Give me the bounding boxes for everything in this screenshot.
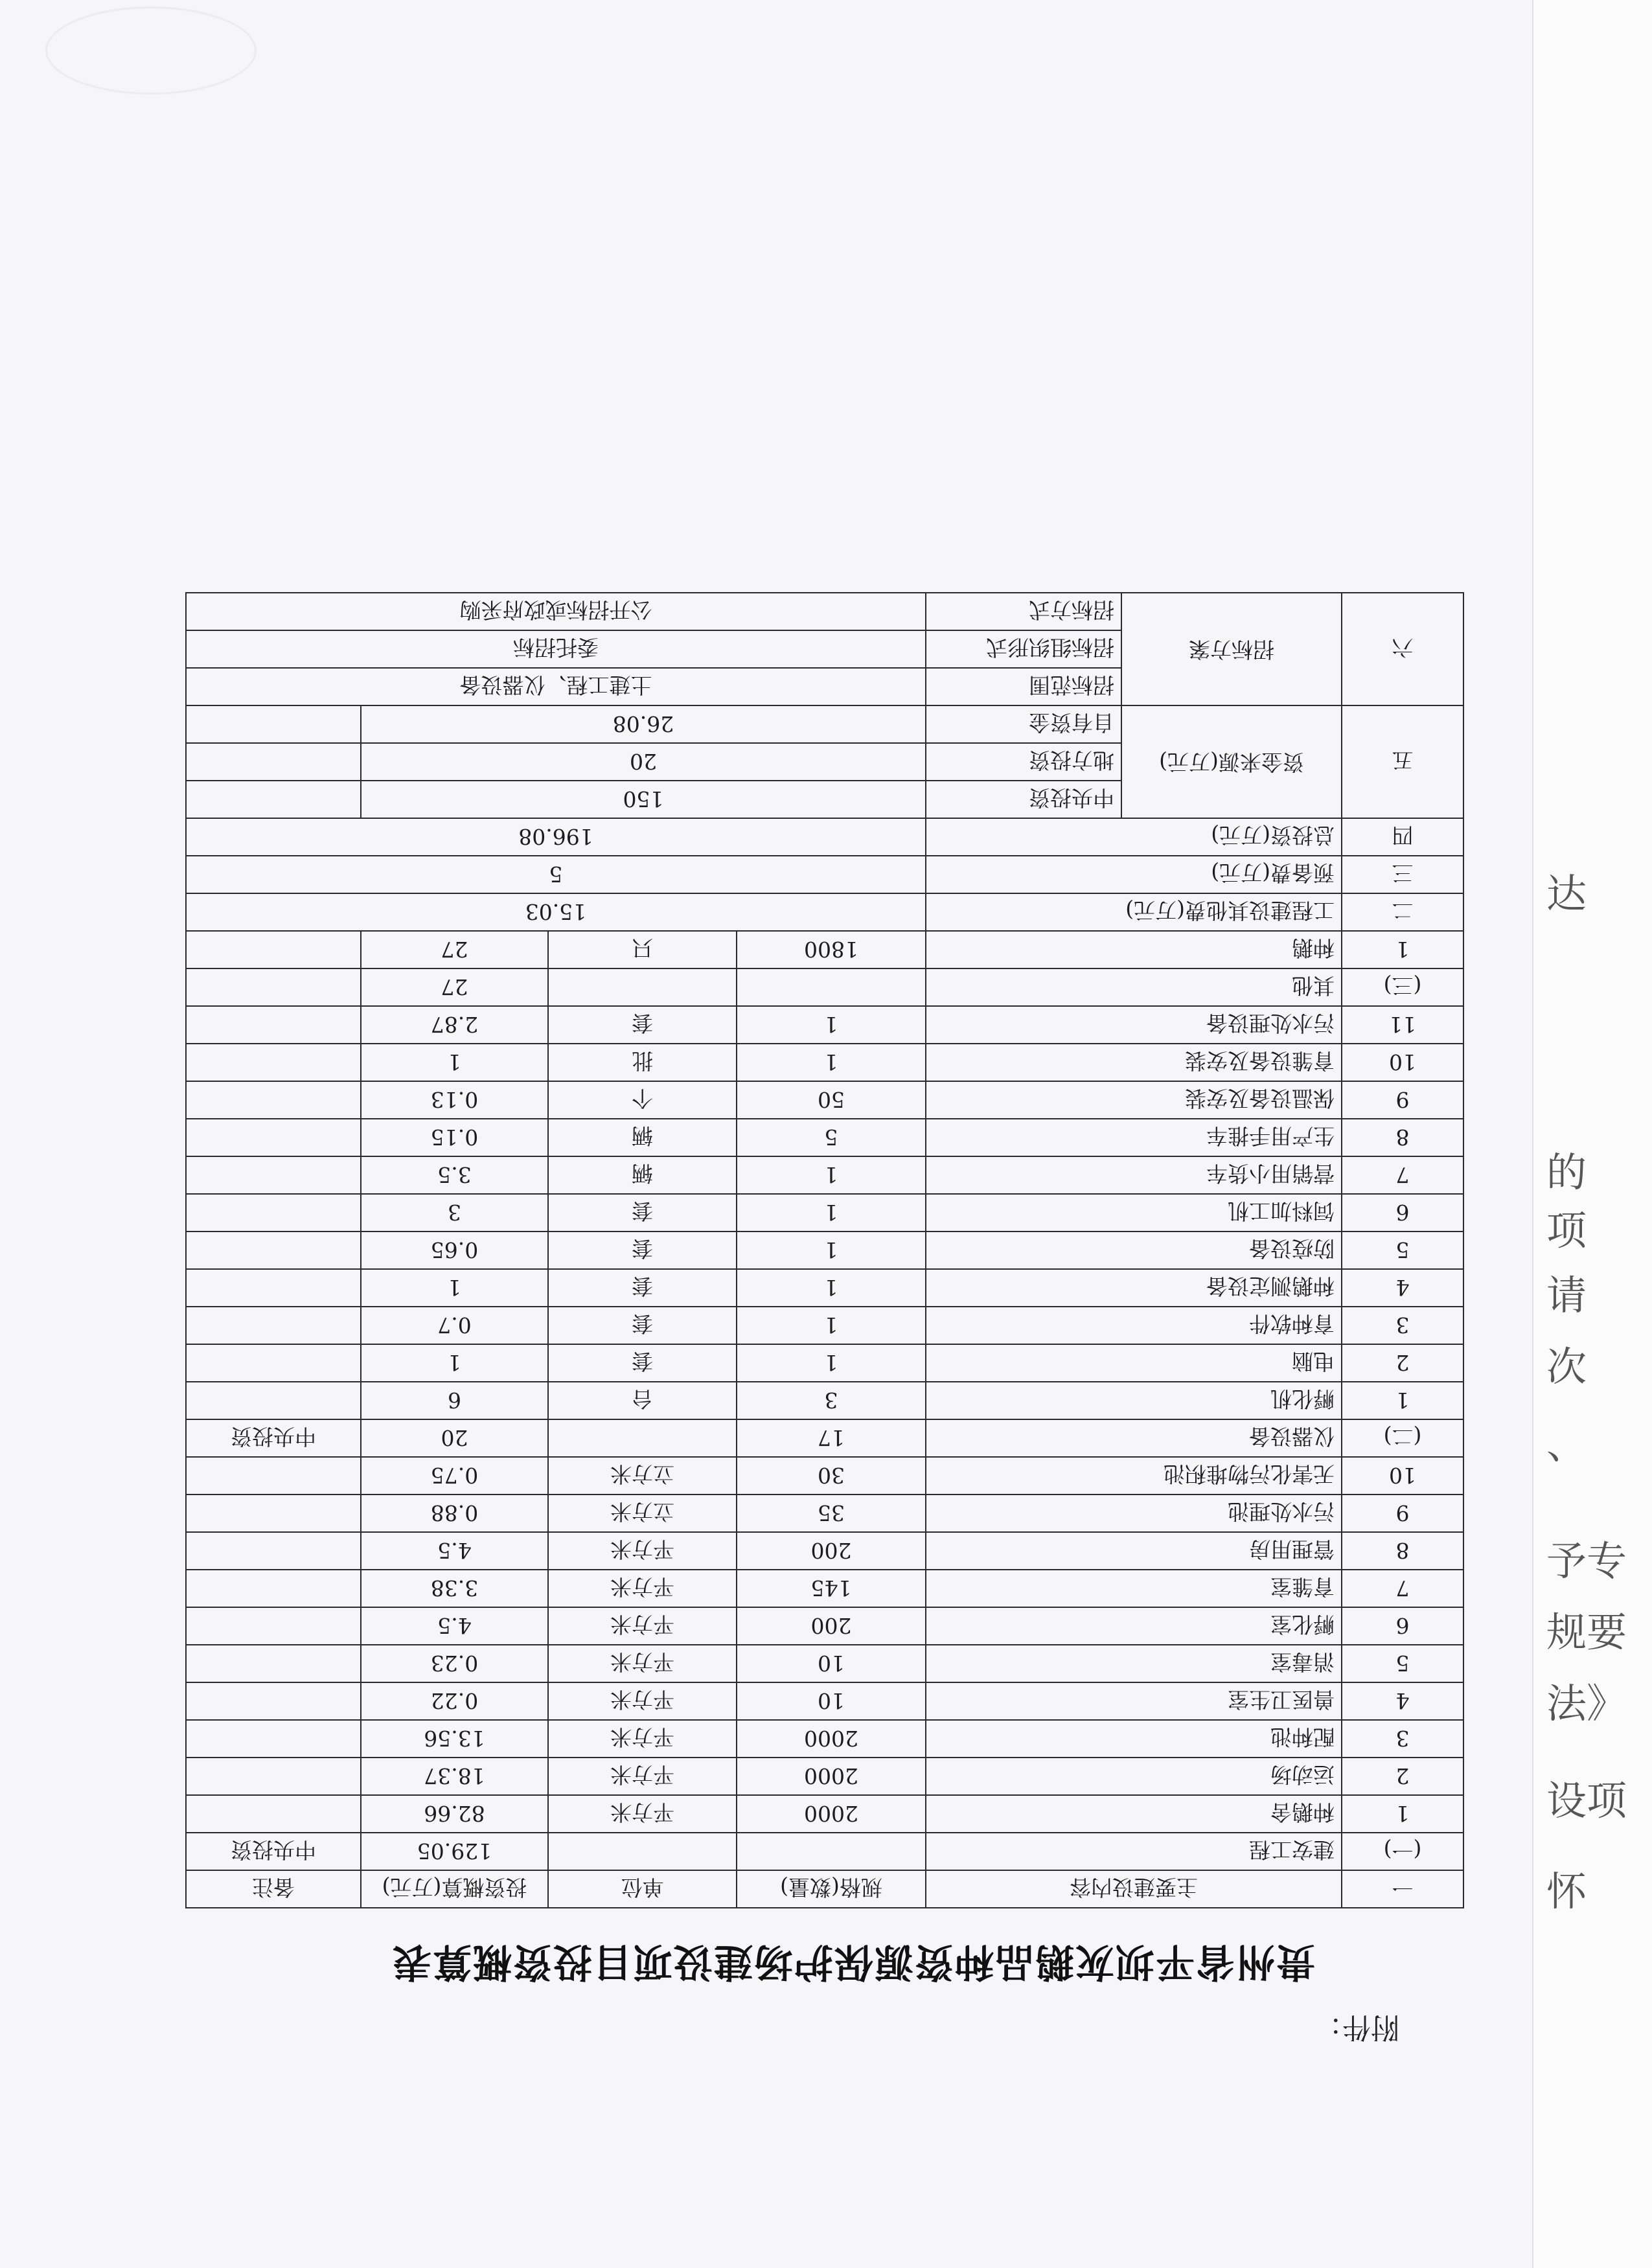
item-spec: 200 [737,1532,926,1570]
item-budget: 0.88 [361,1495,548,1532]
item-no: 5 [1342,1645,1463,1682]
item-note [186,1156,361,1194]
table-row [186,1044,1463,1081]
funding-source-label: 中央投资 [926,781,1121,818]
item-spec: 3 [737,1382,926,1419]
item-budget: 27 [361,931,548,968]
edge-text-fragment: 予专 [1546,1537,1627,1585]
edge-text-fragment: 法》 [1546,1680,1627,1727]
item-unit: 套 [548,1307,737,1344]
item-unit: 只 [548,931,737,968]
item-no: 2 [1342,1758,1463,1795]
table-row [186,1495,1463,1532]
funding-source-label: 地方投资 [926,743,1121,781]
item-note [186,1720,361,1758]
item-budget: 0.22 [361,1682,548,1720]
item-budget: 0.65 [361,1231,548,1269]
item-spec: 1 [737,1269,926,1307]
item-note [186,1044,361,1081]
total-investment-row-value: 196.08 [186,818,926,856]
item-spec: 1 [737,1194,926,1231]
header-unit: 单位 [548,1870,737,1908]
item-no: 1 [1342,1795,1463,1833]
item-unit: 平方米 [548,1720,737,1758]
item-note [186,1081,361,1119]
item-no: 8 [1342,1119,1463,1156]
table-row [186,1119,1463,1156]
other-fee-row-no: 二 [1342,893,1463,931]
item-no: 4 [1342,1269,1463,1307]
edge-text-fragment: 次 [1546,1343,1587,1390]
total-investment-row [186,818,1463,856]
bidding-row [186,668,1463,705]
table-row [186,1269,1463,1307]
item-spec: 2000 [737,1720,926,1758]
section-budget: 20 [361,1419,548,1457]
item-name: 污水处理设备 [926,1006,1342,1044]
item-spec: 1 [737,1344,926,1382]
item-spec: 1 [737,1307,926,1344]
item-spec: 2000 [737,1795,926,1833]
table-row [186,1344,1463,1382]
item-no: 3 [1342,1720,1463,1758]
item-note [186,1495,361,1532]
item-note [186,1645,361,1682]
other-fee-row-value: 15.03 [186,893,926,931]
table-header-row [186,1870,1463,1908]
section-row [186,1833,1463,1870]
item-budget: 2.87 [361,1006,548,1044]
table-row [186,1607,1463,1645]
reserve-row [186,856,1463,893]
edge-text-fragment: 规要 [1546,1609,1627,1656]
funding-note [186,743,361,781]
total-investment-row-label: 总投资(万元) [926,818,1342,856]
item-budget: 0.13 [361,1081,548,1119]
bidding-item-value: 土建工程、仪器设备 [186,668,926,705]
item-name: 电脑 [926,1344,1342,1382]
item-unit: 平方米 [548,1570,737,1607]
funding-note [186,705,361,743]
item-unit: 平方米 [548,1795,737,1833]
section-note: 中央投资 [186,1833,361,1870]
item-spec: 35 [737,1495,926,1532]
header-no: 一 [1342,1870,1463,1908]
reserve-row-label: 预备费(万元) [926,856,1342,893]
page-title: 贵州省平坝灰鹅品种资源保护场建设项目投资概算表 [391,1939,1315,1984]
item-spec: 1800 [737,931,926,968]
item-note [186,1119,361,1156]
section-budget: 27 [361,968,548,1006]
funding-source-value: 150 [361,781,926,818]
bidding-item-value: 委托招标 [186,630,926,668]
item-note [186,1382,361,1419]
bidding-item-label: 招标方式 [926,593,1121,630]
funding-source-value: 20 [361,743,926,781]
item-name: 配种池 [926,1720,1342,1758]
item-budget: 4.5 [361,1607,548,1645]
table-row [186,1720,1463,1758]
item-note [186,1231,361,1269]
table-row [186,1645,1463,1682]
item-name: 运动场 [926,1758,1342,1795]
bidding-item-value: 公开招标或政府采购 [186,593,926,630]
item-note [186,1006,361,1044]
item-name: 种鹅测定设备 [926,1269,1342,1307]
item-name: 孵化室 [926,1607,1342,1645]
item-name: 兽医卫生室 [926,1682,1342,1720]
table-row [186,1231,1463,1269]
item-note [186,1607,361,1645]
table-row [186,1682,1463,1720]
item-note [186,1307,361,1344]
item-budget: 3.5 [361,1156,548,1194]
section-name: 其他 [926,968,1342,1006]
section-budget: 129.05 [361,1833,548,1870]
edge-text-fragment: 设项 [1546,1777,1627,1824]
edge-text-fragment: 项 [1546,1207,1587,1254]
section-spec [737,968,926,1006]
item-unit: 辆 [548,1119,737,1156]
item-name: 孵化机 [926,1382,1342,1419]
item-note [186,1682,361,1720]
section-no: (二) [1342,1419,1463,1457]
item-unit: 平方米 [548,1758,737,1795]
item-name: 管理用房 [926,1532,1342,1570]
funding-note [186,781,361,818]
item-no: 6 [1342,1607,1463,1645]
item-unit: 套 [548,1231,737,1269]
item-unit: 平方米 [548,1645,737,1682]
item-budget: 3.38 [361,1570,548,1607]
table-row [186,1081,1463,1119]
edge-text-fragment: 怀 [1546,1868,1587,1915]
item-note [186,1758,361,1795]
header-content: 主要建设内容 [926,1870,1342,1908]
item-unit: 平方米 [548,1682,737,1720]
item-budget: 4.5 [361,1532,548,1570]
section-note: 中央投资 [186,1419,361,1457]
item-unit: 辆 [548,1156,737,1194]
item-name: 防疫设备 [926,1231,1342,1269]
item-budget: 0.7 [361,1307,548,1344]
item-budget: 18.37 [361,1758,548,1795]
item-budget: 0.23 [361,1645,548,1682]
item-spec: 1 [737,1006,926,1044]
item-unit: 套 [548,1269,737,1307]
table-body [186,593,1463,1908]
item-no: 4 [1342,1682,1463,1720]
item-unit: 套 [548,1194,737,1231]
item-budget: 82.66 [361,1795,548,1833]
item-name: 饲料加工机 [926,1194,1342,1231]
item-no: 10 [1342,1457,1463,1495]
item-name: 无害化污物堆积池 [926,1457,1342,1495]
item-no: 11 [1342,1006,1463,1044]
item-no: 6 [1342,1194,1463,1231]
table-row [186,1307,1463,1344]
item-note [186,931,361,968]
item-spec: 1 [737,1044,926,1081]
reserve-row-value: 5 [186,856,926,893]
table-row [186,1795,1463,1833]
item-no: 9 [1342,1081,1463,1119]
section-row [186,1419,1463,1457]
edge-text-fragment: 达 [1546,870,1587,917]
item-spec: 2000 [737,1758,926,1795]
item-name: 保温设备及安装 [926,1081,1342,1119]
item-name: 生产用手推车 [926,1119,1342,1156]
bidding-label: 招标方案 [1121,593,1342,705]
bidding-no: 六 [1342,593,1463,705]
item-note [186,1344,361,1382]
item-budget: 1 [361,1344,548,1382]
header-budget: 投资概算(万元) [361,1870,548,1908]
item-unit: 立方米 [548,1495,737,1532]
funding-source-label: 自有资金 [926,705,1121,743]
table-row [186,1570,1463,1607]
item-spec: 10 [737,1682,926,1720]
item-name: 育雏室 [926,1570,1342,1607]
item-no: 10 [1342,1044,1463,1081]
item-no: 3 [1342,1307,1463,1344]
item-note [186,1457,361,1495]
attachment-label: 附件： [1314,2011,1399,2044]
item-unit: 平方米 [548,1607,737,1645]
item-name: 育雏设备及安装 [926,1044,1342,1081]
item-budget: 13.56 [361,1720,548,1758]
section-no: (一) [1342,1833,1463,1870]
item-name: 种鹅舍 [926,1795,1342,1833]
item-budget: 0.15 [361,1119,548,1156]
table-row [186,1532,1463,1570]
item-no: 5 [1342,1231,1463,1269]
item-spec: 10 [737,1645,926,1682]
item-no: 7 [1342,1570,1463,1607]
item-budget: 6 [361,1382,548,1419]
bidding-item-label: 招标范围 [926,668,1121,705]
item-spec: 200 [737,1607,926,1645]
section-name: 仪器设备 [926,1419,1342,1457]
table-row [186,1758,1463,1795]
section-spec: 17 [737,1419,926,1457]
header-note: 备注 [186,1870,361,1908]
table-row [186,1006,1463,1044]
item-no: 9 [1342,1495,1463,1532]
item-name: 消毒室 [926,1645,1342,1682]
item-note [186,1795,361,1833]
item-name: 营销用小货车 [926,1156,1342,1194]
funding-source-value: 26.08 [361,705,926,743]
investment-budget-table [185,592,1464,1908]
item-unit: 套 [548,1344,737,1382]
funding-no: 五 [1342,705,1463,818]
edge-text-fragment: 的 [1546,1149,1587,1196]
item-unit: 套 [548,1006,737,1044]
reserve-row-no: 三 [1342,856,1463,893]
section-no: (三) [1342,968,1463,1006]
funding-label: 资金来源(万元) [1121,705,1342,818]
item-spec: 5 [737,1119,926,1156]
item-note [186,1570,361,1607]
section-note [186,968,361,1006]
item-spec: 30 [737,1457,926,1495]
edge-text-fragment: 请 [1546,1272,1587,1319]
section-unit [548,968,737,1006]
item-spec: 50 [737,1081,926,1119]
item-note [186,1269,361,1307]
item-unit: 立方米 [548,1457,737,1495]
other-fee-row [186,893,1463,931]
item-budget: 1 [361,1044,548,1081]
section-unit [548,1833,737,1870]
item-unit: 批 [548,1044,737,1081]
item-spec: 145 [737,1570,926,1607]
section-row [186,968,1463,1006]
item-name: 种鹅 [926,931,1342,968]
item-no: 2 [1342,1344,1463,1382]
item-unit: 台 [548,1382,737,1419]
item-unit: 平方米 [548,1532,737,1570]
item-budget: 3 [361,1194,548,1231]
item-note [186,1532,361,1570]
item-spec: 1 [737,1156,926,1194]
table-row [186,931,1463,968]
table-row [186,1194,1463,1231]
item-note [186,1194,361,1231]
table-row [186,1457,1463,1495]
section-unit [548,1419,737,1457]
section-spec [737,1833,926,1870]
item-no: 1 [1342,931,1463,968]
item-name: 育种软件 [926,1307,1342,1344]
total-investment-row-no: 四 [1342,818,1463,856]
item-budget: 0.75 [361,1457,548,1495]
section-name: 建安工程 [926,1833,1342,1870]
other-fee-row-label: 工程建设其他费(万元) [926,893,1342,931]
item-no: 7 [1342,1156,1463,1194]
table-row [186,1382,1463,1419]
edge-text-fragment: 、 [1546,1421,1587,1468]
table-row [186,1156,1463,1194]
funding-row [186,781,1463,818]
bidding-item-label: 招标组织形式 [926,630,1121,668]
item-no: 1 [1342,1382,1463,1419]
item-unit: 个 [548,1081,737,1119]
item-no: 8 [1342,1532,1463,1570]
item-spec: 1 [737,1231,926,1269]
item-budget: 1 [361,1269,548,1307]
item-name: 污水处理池 [926,1495,1342,1532]
header-spec: 规格(数量) [737,1870,926,1908]
